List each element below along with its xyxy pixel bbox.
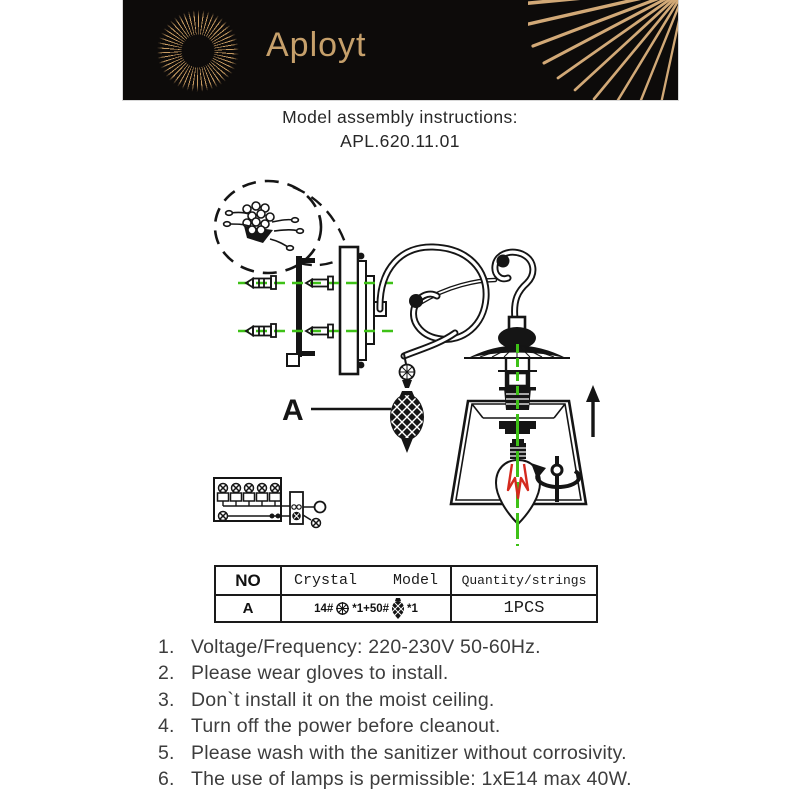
list-item: 2. Please wear gloves to install. — [158, 662, 449, 685]
row-quantity: 1PCS — [503, 599, 545, 618]
hand-with-wires-icon — [224, 202, 304, 250]
model-number: APL.620.11.01 — [340, 131, 460, 151]
callout-balloon — [215, 181, 347, 273]
row-crystal-model — [282, 596, 452, 621]
svg-text:A: A — [282, 394, 304, 427]
up-arrow-icon — [586, 385, 600, 437]
list-item: 3. Don`t install it on the moist ceiling. — [158, 688, 495, 711]
col-header-crystal-model: Crystal Model — [282, 567, 452, 594]
crystal-pendant — [365, 354, 449, 453]
crystal-bead-icon — [335, 601, 350, 616]
col-header-no: NO — [216, 567, 282, 594]
page-title: Model assembly instructions: — [282, 107, 518, 127]
brand-name: Aployt — [266, 26, 367, 64]
list-item: 4. Turn off the power before cleanout. — [158, 715, 501, 738]
list-item: 1. Voltage/Frequency: 220-230V 50-60Hz. — [158, 636, 541, 658]
crystal-count-2: *1+50# — [352, 602, 390, 615]
parts-table — [214, 565, 598, 623]
pineapple-crystal-icon — [391, 598, 405, 619]
wiring-diagram — [214, 478, 326, 528]
mounting-bracket — [287, 256, 315, 366]
list-item: 6. The use of lamps is permissible: 1xE14 max 40W. — [158, 768, 632, 791]
instructions-list — [158, 634, 632, 792]
row-part-letter: A — [216, 596, 282, 621]
crystal-count-3: *1 — [407, 602, 418, 615]
crystal-count-1: 14# — [314, 602, 334, 615]
list-item: 5. Please wash with the sanitizer without corrosivity. — [158, 741, 627, 764]
col-header-quantity: Quantity/strings — [461, 573, 587, 588]
part-label-a — [282, 394, 391, 427]
